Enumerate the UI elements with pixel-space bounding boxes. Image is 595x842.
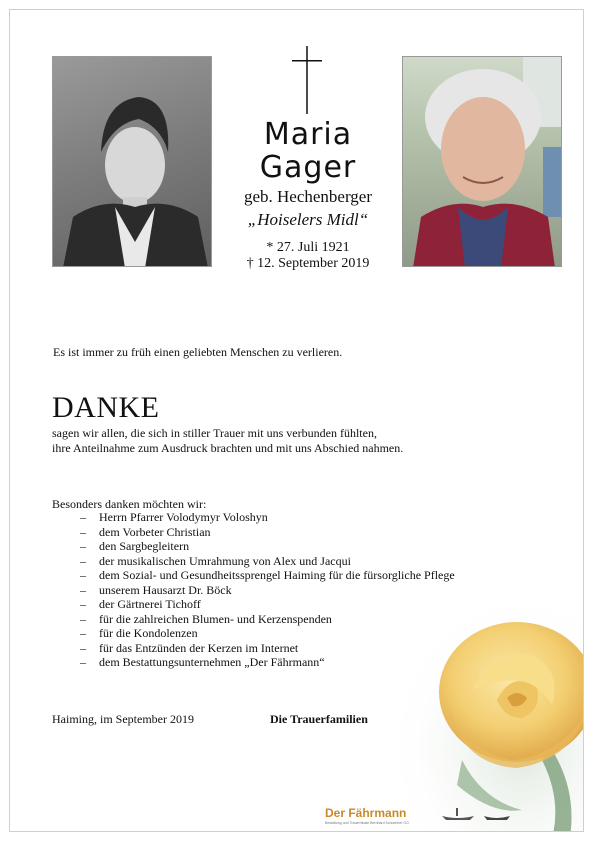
signature: Die Trauerfamilien	[270, 712, 368, 726]
list-dash: –	[80, 524, 86, 539]
list-item	[52, 655, 455, 670]
list-item	[52, 554, 455, 569]
list-dash: –	[80, 655, 86, 669]
deceased-last-name: Gager	[259, 150, 357, 185]
funeral-home-subtitle: Bestattung und Trauerrituale Bernhard Schoenher OG	[325, 821, 409, 825]
list-item-text: dem Vorbeter Christian	[99, 524, 211, 539]
thanks-list-heading: Besonders danken möchten wir:	[52, 497, 207, 511]
list-dash: –	[80, 626, 86, 640]
obituary-page	[9, 9, 584, 832]
list-item-text: dem Bestattungsunternehmen „Der Fährmann“	[99, 655, 325, 669]
nickname: „Hoiselers Midl“	[247, 210, 369, 229]
list-item	[52, 568, 455, 583]
list-item-text: für die zahlreichen Blumen- und Kerzenspenden	[99, 611, 332, 626]
thanks-title: DANKE	[52, 391, 160, 424]
cross-icon	[292, 46, 322, 114]
list-item	[52, 539, 455, 554]
list-item-text: der Gärtnerei Tichoff	[99, 597, 201, 611]
list-dash: –	[80, 582, 86, 597]
rose-illustration	[402, 610, 584, 832]
list-item-text: unserem Hausarzt Dr. Böck	[99, 582, 232, 597]
list-dash: –	[80, 597, 86, 611]
list-item	[52, 626, 455, 641]
list-dash: –	[80, 553, 86, 568]
list-item	[52, 597, 455, 612]
intro-text: Es ist immer zu früh einen geliebten Menschen zu verlieren.	[53, 345, 343, 359]
place-and-date: Haiming, im September 2019	[52, 712, 194, 726]
list-item	[52, 583, 455, 598]
thanks-list	[52, 510, 455, 670]
list-item-text: für die Kondolenzen	[99, 626, 198, 640]
list-item-text: den Sargbegleitern	[99, 539, 190, 553]
list-item	[52, 525, 455, 540]
portrait-young-photo	[52, 56, 212, 267]
list-item-text: Herrn Pfarrer Volodymyr Voloshyn	[99, 510, 268, 524]
list-item	[52, 510, 455, 525]
list-item	[52, 612, 455, 627]
thanks-line-1: sagen wir allen, die sich in stiller Trauer mit uns verbunden fühlten,	[52, 426, 377, 440]
deceased-first-name: Maria	[263, 117, 353, 152]
list-item	[52, 641, 455, 656]
boat-mark-icon	[482, 810, 512, 822]
list-item-text: dem Sozial- und Gesundheitssprengel Haiming für die fürsorgliche Pflege	[99, 568, 455, 582]
birth-date: * 27. Juli 1921	[266, 240, 350, 255]
boat-logo-icon	[440, 806, 476, 822]
list-dash: –	[80, 640, 86, 655]
death-date: † 12. September 2019	[246, 256, 370, 271]
list-dash: –	[80, 539, 86, 553]
portrait-elderly-photo	[402, 56, 562, 267]
thanks-line-2: ihre Anteilnahme zum Ausdruck brachten und mit uns Abschied nahmen.	[52, 441, 404, 455]
funeral-home-logo: Der Fährmann	[325, 806, 407, 820]
list-dash: –	[80, 611, 86, 626]
list-dash: –	[80, 510, 86, 524]
list-item-text: der musikalischen Umrahmung von Alex und Jacqui	[99, 553, 351, 568]
list-dash: –	[80, 568, 86, 582]
list-item-text: für das Entzünden der Kerzen im Internet	[99, 640, 299, 655]
birth-name: geb. Hechenberger	[243, 187, 373, 206]
